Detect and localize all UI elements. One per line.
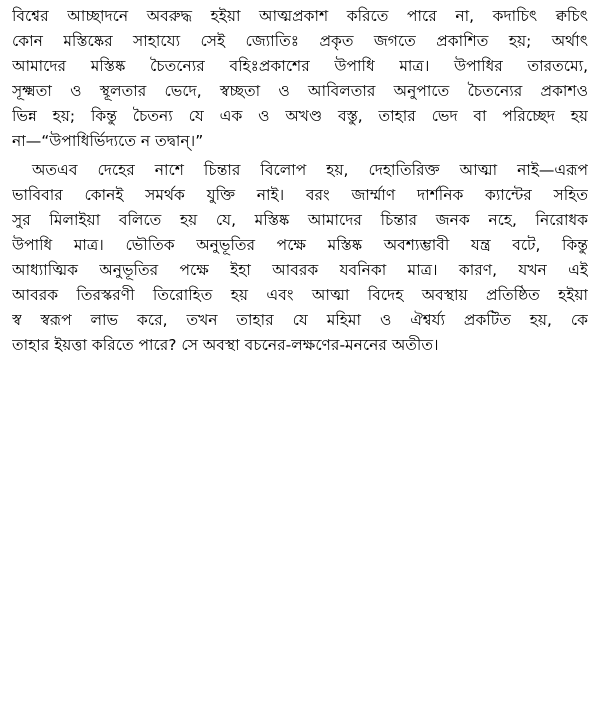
text-line: তাহার ইয়ত্তা করিতে পারে? সে অবস্থা বচনের-লক্ষণের-মননের অতীত। [12,336,439,354]
text-line: সূক্ষ্মতা ও স্থূলতার ভেদে, স্বচ্ছতা ও আবিলতার অনুপাতে চৈতন্যের প্রকাশও [12,82,588,100]
paragraph-2 [12,158,588,358]
text-line: ভিন্ন হয়; কিন্তু চৈতন্য যে এক ও অখণ্ড বস্তু, তাহার ভেদ বা পরিচ্ছেদ হয় [12,107,588,125]
text-line: বিশ্বের আচ্ছাদনে অবরুদ্ধ হইয়া আত্মপ্রকাশ করিতে পারে না, কদাচিৎ ক্বচিৎ [12,7,588,25]
text-line: স্ব স্বরূপ লাভ করে, তখন তাহার যে মহিমা ও ঐশ্বর্য্য প্রকটিত হয়, কে [12,311,588,329]
text-line: কোন মস্তিষ্কের সাহায্যে সেই জ্যোতিঃ প্রকৃত জগতে প্রকাশিত হয়; অর্থাৎ [12,32,588,50]
text-line: ভাবিবার কোনই সমর্থক যুক্তি নাই। বরং জার্ম্মাণ দার্শনিক ক্যান্টের সহিত [12,186,588,204]
document-page [12,4,588,358]
text-line: সুর মিলাইয়া বলিতে হয় যে, মস্তিষ্ক আমাদের চিন্তার জনক নহে, নিরোধক [12,211,588,229]
text-line: না—“উপাধির্ভিদ্যতে ন তদ্বান্।” [12,132,204,150]
text-line: আধ্যাত্মিক অনুভূতির পক্ষে ইহা আবরক যবনিকা মাত্র। কারণ, যখন এই [12,261,588,279]
text-line: উপাধি মাত্র। ভৌতিক অনুভূতির পক্ষে মস্তিষ্ক অবশ্যম্ভাবী যন্ত্র বটে, কিন্তু [12,236,588,254]
paragraph-1 [12,4,588,154]
text-line: আমাদের মস্তিষ্ক চৈতন্যের বহিঃপ্রকাশের উপাধি মাত্র। উপাধির তারতম্যে, [12,57,588,75]
text-line: আবরক তিরস্করণী তিরোহিত হয় এবং আত্মা বিদেহ অবস্থায় প্রতিষ্ঠিত হইয়া [12,286,588,304]
text-line: অতএব দেহের নাশে চিন্তার বিলোপ হয়, দেহাতিরিক্ত আত্মা নাই—এরূপ [32,161,588,179]
